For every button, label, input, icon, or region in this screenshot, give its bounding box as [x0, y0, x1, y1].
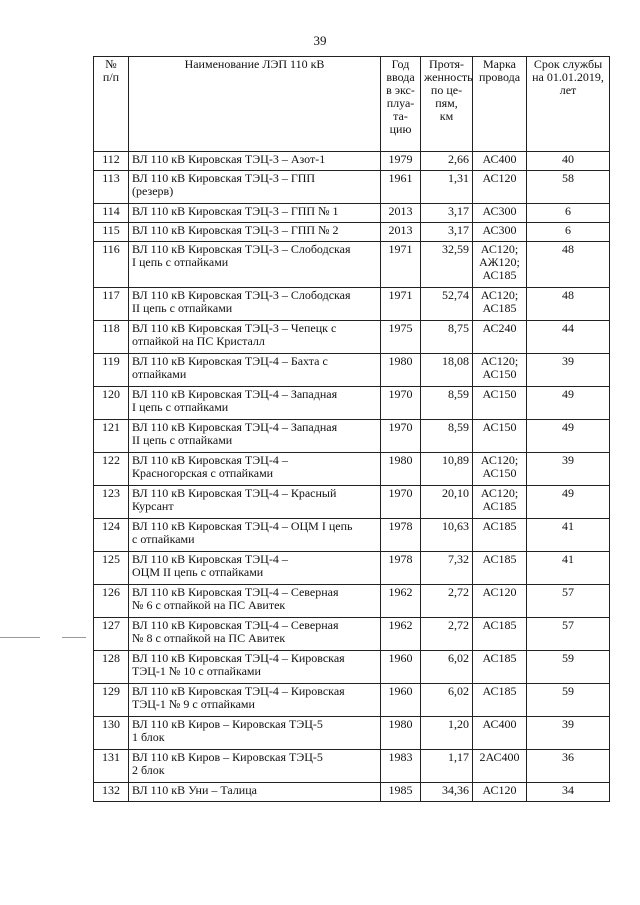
commission-year: 1983	[381, 750, 421, 783]
table-row	[94, 684, 610, 717]
table-row	[94, 242, 610, 288]
row-number: 130	[94, 717, 129, 750]
service-years: 36	[527, 750, 610, 783]
wire-brand: АС120	[473, 171, 527, 204]
service-years: 59	[527, 651, 610, 684]
line-length: 20,10	[421, 486, 473, 519]
row-number: 123	[94, 486, 129, 519]
line-name: ВЛ 110 кВ Кировская ТЭЦ-4 – Бахта с отпайками	[129, 354, 381, 387]
service-years: 6	[527, 223, 610, 242]
commission-year: 1970	[381, 420, 421, 453]
table-row	[94, 204, 610, 223]
row-number: 115	[94, 223, 129, 242]
wire-brand: АС120	[473, 585, 527, 618]
row-number: 127	[94, 618, 129, 651]
row-number: 116	[94, 242, 129, 288]
table-row	[94, 171, 610, 204]
row-number: 112	[94, 152, 129, 171]
commission-year: 2013	[381, 223, 421, 242]
table-header-row	[94, 57, 610, 152]
service-years: 6	[527, 204, 610, 223]
wire-brand: АС400	[473, 152, 527, 171]
line-length: 8,75	[421, 321, 473, 354]
service-years: 39	[527, 717, 610, 750]
row-number: 124	[94, 519, 129, 552]
row-number: 119	[94, 354, 129, 387]
table-row	[94, 519, 610, 552]
service-years: 48	[527, 242, 610, 288]
table-row	[94, 223, 610, 242]
wire-brand: АС400	[473, 717, 527, 750]
table-row	[94, 486, 610, 519]
line-length: 10,89	[421, 453, 473, 486]
line-name: ВЛ 110 кВ Кировская ТЭЦ-3 – Слободская I цепь с отпайками	[129, 242, 381, 288]
commission-year: 1961	[381, 171, 421, 204]
commission-year: 1975	[381, 321, 421, 354]
line-name: ВЛ 110 кВ Кировская ТЭЦ-4 – Западная II цепь с отпайками	[129, 420, 381, 453]
table-row	[94, 387, 610, 420]
wire-brand: АС185	[473, 519, 527, 552]
line-length: 32,59	[421, 242, 473, 288]
line-length: 52,74	[421, 288, 473, 321]
wire-brand: АС240	[473, 321, 527, 354]
row-number: 128	[94, 651, 129, 684]
commission-year: 1960	[381, 651, 421, 684]
service-years: 34	[527, 783, 610, 802]
line-length: 1,31	[421, 171, 473, 204]
line-length: 2,66	[421, 152, 473, 171]
table-row	[94, 585, 610, 618]
wire-brand: АС185	[473, 651, 527, 684]
line-name: ВЛ 110 кВ Кировская ТЭЦ-4 – Красногорская с отпайками	[129, 453, 381, 486]
line-name: ВЛ 110 кВ Кировская ТЭЦ-3 – Чепецк с отпайкой на ПС Кристалл	[129, 321, 381, 354]
row-number: 113	[94, 171, 129, 204]
wire-brand: АС150	[473, 420, 527, 453]
service-years: 41	[527, 519, 610, 552]
col-header-brand: Марка провода	[473, 57, 527, 152]
line-length: 1,20	[421, 717, 473, 750]
service-years: 39	[527, 453, 610, 486]
row-number: 121	[94, 420, 129, 453]
commission-year: 1970	[381, 387, 421, 420]
line-name: ВЛ 110 кВ Кировская ТЭЦ-4 – Северная № 8 с отпайкой на ПС Авитек	[129, 618, 381, 651]
line-name: ВЛ 110 кВ Кировская ТЭЦ-3 – Азот-1	[129, 152, 381, 171]
wire-brand: АС185	[473, 684, 527, 717]
line-name: ВЛ 110 кВ Кировская ТЭЦ-4 – ОЦМ I цепь с отпайками	[129, 519, 381, 552]
table-row	[94, 717, 610, 750]
wire-brand: АС120; АЖ120; АС185	[473, 242, 527, 288]
line-length: 3,17	[421, 204, 473, 223]
row-number: 120	[94, 387, 129, 420]
line-name: ВЛ 110 кВ Киров – Кировская ТЭЦ-5 2 блок	[129, 750, 381, 783]
commission-year: 1978	[381, 552, 421, 585]
row-number: 126	[94, 585, 129, 618]
row-number: 131	[94, 750, 129, 783]
line-length: 8,59	[421, 387, 473, 420]
line-name: ВЛ 110 кВ Кировская ТЭЦ-3 – ГПП (резерв)	[129, 171, 381, 204]
table-row	[94, 651, 610, 684]
table-row	[94, 783, 610, 802]
line-name: ВЛ 110 кВ Уни – Талица	[129, 783, 381, 802]
commission-year: 1980	[381, 354, 421, 387]
line-name: ВЛ 110 кВ Кировская ТЭЦ-4 – Кировская ТЭЦ-1 № 9 с отпайками	[129, 684, 381, 717]
row-number: 117	[94, 288, 129, 321]
line-length: 8,59	[421, 420, 473, 453]
commission-year: 1978	[381, 519, 421, 552]
service-years: 49	[527, 420, 610, 453]
service-years: 49	[527, 387, 610, 420]
table-row	[94, 552, 610, 585]
row-number: 122	[94, 453, 129, 486]
col-header-num: № п/п	[94, 57, 129, 152]
commission-year: 1960	[381, 684, 421, 717]
wire-brand: АС300	[473, 204, 527, 223]
line-length: 2,72	[421, 618, 473, 651]
wire-brand: АС185	[473, 552, 527, 585]
service-years: 48	[527, 288, 610, 321]
col-header-service: Срок службы на 01.01.2019, лет	[527, 57, 610, 152]
line-name: ВЛ 110 кВ Кировская ТЭЦ-3 – ГПП № 1	[129, 204, 381, 223]
wire-brand: АС120; АС185	[473, 486, 527, 519]
row-number: 129	[94, 684, 129, 717]
line-length: 6,02	[421, 651, 473, 684]
line-name: ВЛ 110 кВ Кировская ТЭЦ-4 – Кировская ТЭЦ-1 № 10 с отпайками	[129, 651, 381, 684]
table-row	[94, 453, 610, 486]
line-name: ВЛ 110 кВ Кировская ТЭЦ-3 – Слободская II цепь с отпайками	[129, 288, 381, 321]
service-years: 41	[527, 552, 610, 585]
wire-brand: АС150	[473, 387, 527, 420]
table-row	[94, 321, 610, 354]
line-length: 18,08	[421, 354, 473, 387]
line-length: 6,02	[421, 684, 473, 717]
margin-mark	[0, 637, 40, 638]
table-row	[94, 618, 610, 651]
row-number: 114	[94, 204, 129, 223]
line-name: ВЛ 110 кВ Кировская ТЭЦ-4 – Красный Курсант	[129, 486, 381, 519]
line-length: 10,63	[421, 519, 473, 552]
commission-year: 1962	[381, 585, 421, 618]
row-number: 132	[94, 783, 129, 802]
service-years: 44	[527, 321, 610, 354]
table-row	[94, 420, 610, 453]
line-length: 34,36	[421, 783, 473, 802]
service-years: 57	[527, 618, 610, 651]
col-header-year: Год ввода в экс- плуа- та- цию	[381, 57, 421, 152]
table-row	[94, 288, 610, 321]
wire-brand: АС120; АС150	[473, 354, 527, 387]
row-number: 125	[94, 552, 129, 585]
commission-year: 1970	[381, 486, 421, 519]
service-years: 57	[527, 585, 610, 618]
line-name: ВЛ 110 кВ Киров – Кировская ТЭЦ-5 1 блок	[129, 717, 381, 750]
table-row	[94, 354, 610, 387]
line-length: 7,32	[421, 552, 473, 585]
commission-year: 1979	[381, 152, 421, 171]
wire-brand: АС120; АС185	[473, 288, 527, 321]
line-name: ВЛ 110 кВ Кировская ТЭЦ-4 – ОЦМ II цепь с отпайками	[129, 552, 381, 585]
col-header-length: Протя- женность по це- пям, км	[421, 57, 473, 152]
commission-year: 1971	[381, 242, 421, 288]
commission-year: 1971	[381, 288, 421, 321]
page-number: 39	[313, 33, 327, 48]
service-years: 58	[527, 171, 610, 204]
wire-brand: АС120	[473, 783, 527, 802]
wire-brand: АС120; АС150	[473, 453, 527, 486]
line-name: ВЛ 110 кВ Кировская ТЭЦ-3 – ГПП № 2	[129, 223, 381, 242]
commission-year: 2013	[381, 204, 421, 223]
wire-brand: 2АС400	[473, 750, 527, 783]
line-length: 2,72	[421, 585, 473, 618]
table-row	[94, 750, 610, 783]
col-header-name: Наименование ЛЭП 110 кВ	[129, 57, 381, 152]
table-row	[94, 152, 610, 171]
service-years: 59	[527, 684, 610, 717]
line-length: 1,17	[421, 750, 473, 783]
commission-year: 1980	[381, 717, 421, 750]
line-name: ВЛ 110 кВ Кировская ТЭЦ-4 – Западная I цепь с отпайками	[129, 387, 381, 420]
row-number: 118	[94, 321, 129, 354]
line-length: 3,17	[421, 223, 473, 242]
wire-brand: АС185	[473, 618, 527, 651]
commission-year: 1980	[381, 453, 421, 486]
service-years: 49	[527, 486, 610, 519]
margin-mark	[62, 637, 86, 638]
line-name: ВЛ 110 кВ Кировская ТЭЦ-4 – Северная № 6 с отпайкой на ПС Авитек	[129, 585, 381, 618]
power-lines-table	[93, 56, 610, 802]
commission-year: 1985	[381, 783, 421, 802]
commission-year: 1962	[381, 618, 421, 651]
service-years: 40	[527, 152, 610, 171]
service-years: 39	[527, 354, 610, 387]
wire-brand: АС300	[473, 223, 527, 242]
